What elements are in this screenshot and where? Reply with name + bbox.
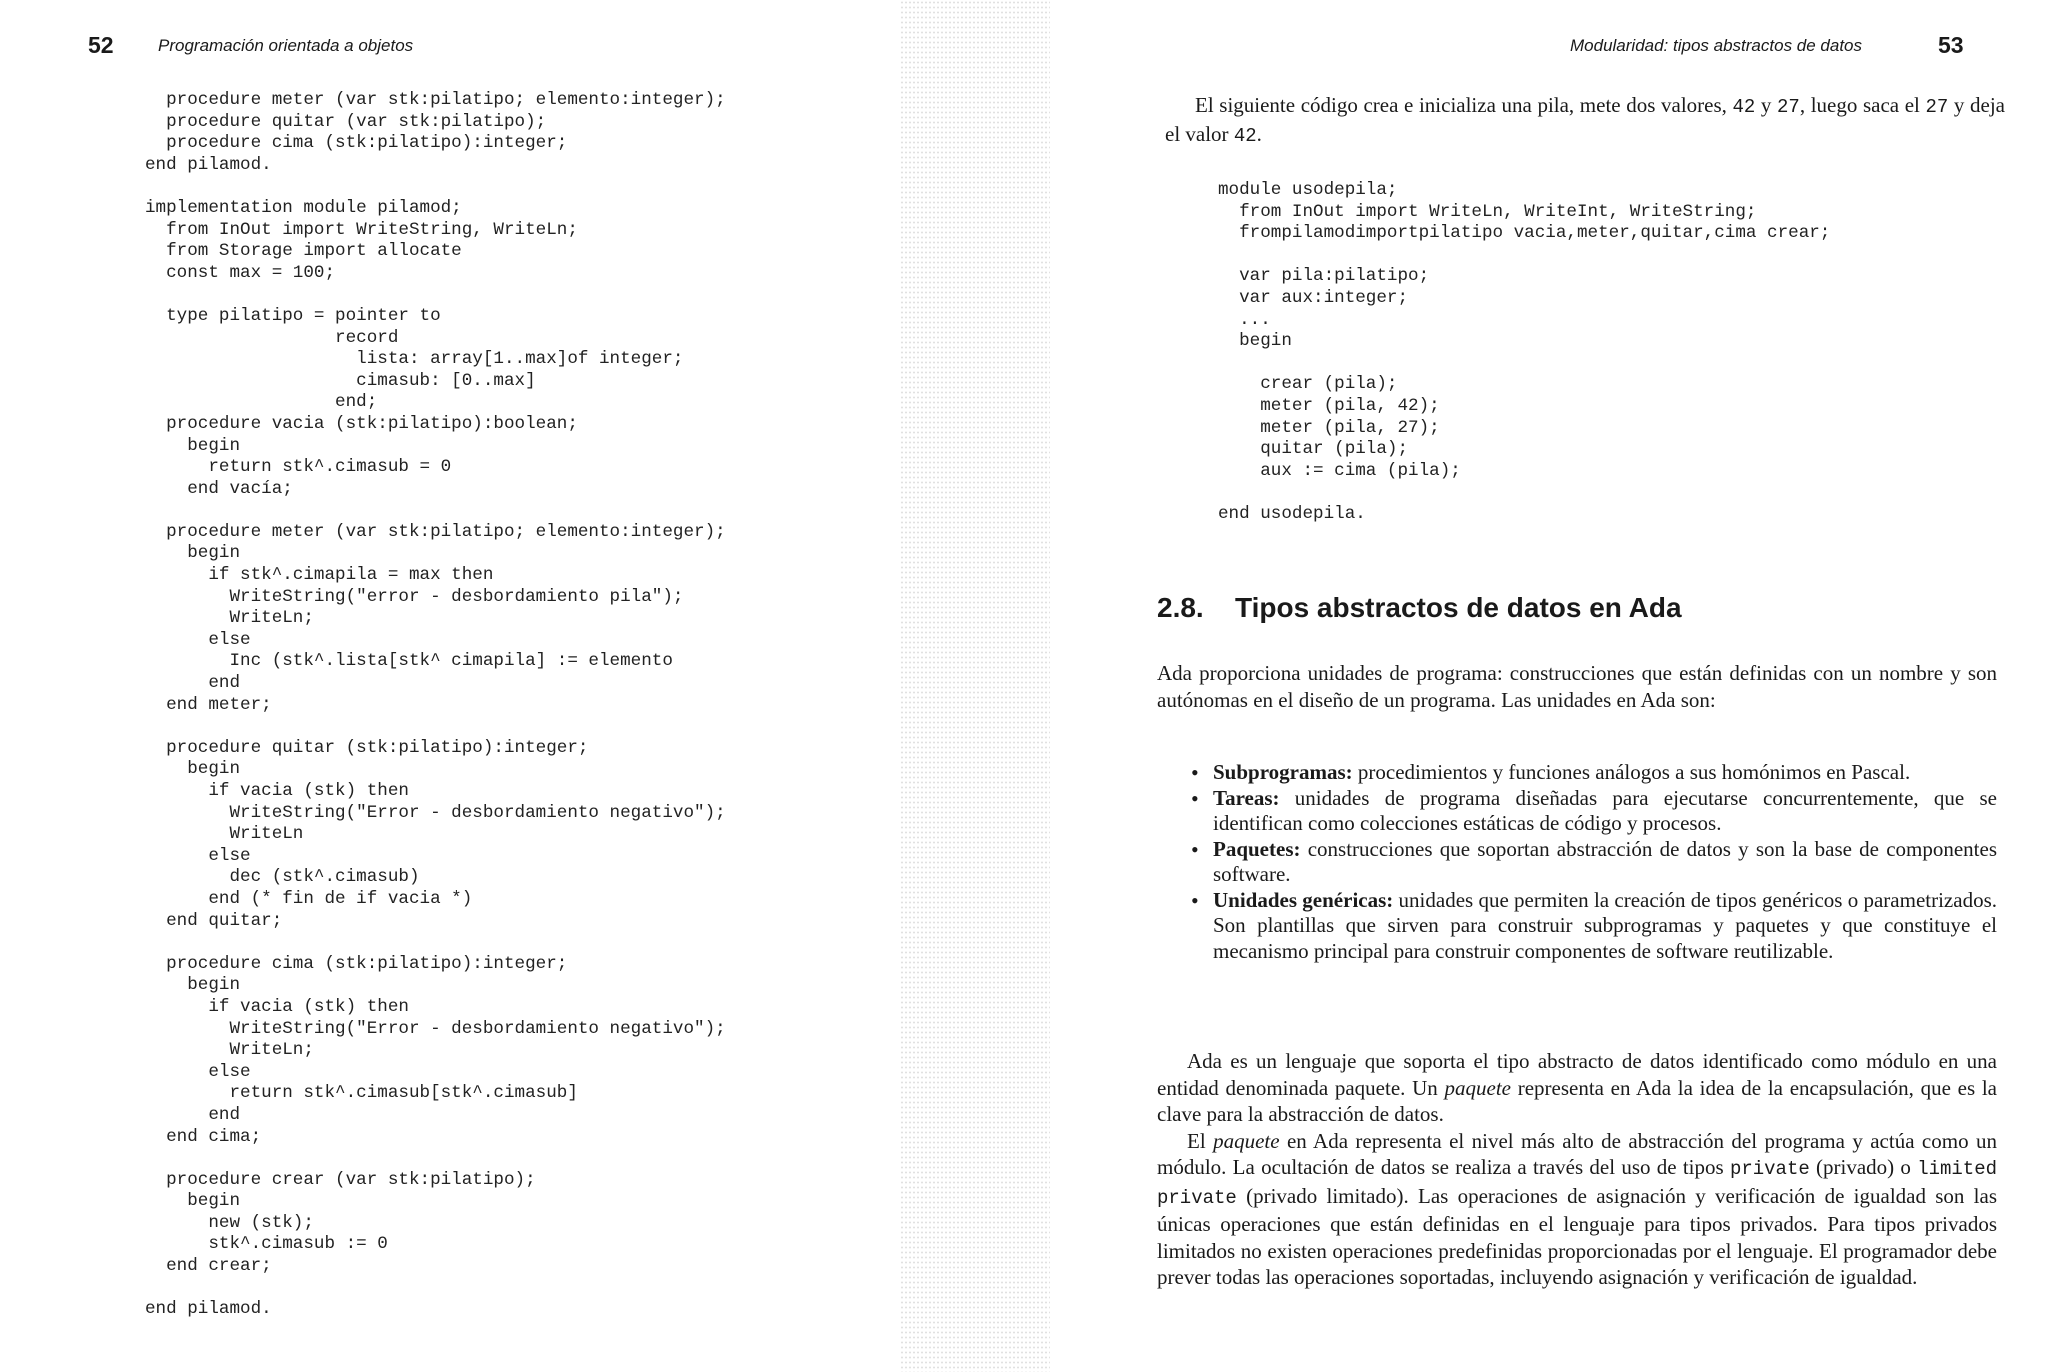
- code-line: begin: [145, 759, 241, 780]
- code-line: end: [145, 1104, 241, 1125]
- code-line: Inc (stk^.lista[stk^ cimapila] := elemento: [145, 651, 673, 672]
- section-number: 2.8.: [1157, 592, 1204, 623]
- code-line: WriteLn: [145, 824, 304, 845]
- list-item: [1185, 786, 1997, 837]
- code-line: procedure quitar (stk:pilatipo):integer;: [145, 737, 589, 758]
- code-line: WriteLn;: [145, 608, 314, 629]
- list-item-text: unidades que permiten la creación de tipos genéricos o parametrizados. Son plantillas que sirven para construir subprogramas y paquetes y que constituye el mecanismo principal para construir componentes de software reutilizable.: [1213, 887, 1997, 963]
- code-line: crear (pila);: [1218, 374, 1398, 395]
- code-line: cimasub: [0..max]: [145, 370, 536, 391]
- code-listing-pilamod: [145, 90, 726, 1321]
- running-head-right: Modularidad: tipos abstractos de datos: [1570, 36, 1863, 55]
- list-item: [1185, 760, 1997, 786]
- page-number-left: 52: [88, 32, 114, 58]
- code-line: begin: [145, 975, 241, 996]
- paragraph-paquete-ocultacion: El paquete en Ada representa el nivel más alto de abstracción del programa y actúa como un módulo. La ocultación de datos se realiza a través del uso de tipos private (privado) o limited private (privado limitado). Las operaciones de asignación y verificación de igualdad son las únicas operaciones que están definidas en el lenguaje para tipos privados. Para tipos privados limitados no existen operaciones predefinidas proporcionadas por el lenguaje. El programador debe prever todas las operaciones soportadas, incluyendo asignación y verificación de igualdad.: [1157, 1128, 1998, 1289]
- code-line: if stk^.cimapila = max then: [145, 565, 494, 586]
- code-line: end (* fin de if vacia *): [145, 888, 473, 909]
- section-heading: [1157, 592, 1682, 624]
- code-line: meter (pila, 27);: [1218, 417, 1440, 438]
- body-paragraphs: [1157, 1048, 1997, 1291]
- code-line: frompilamodimportpilatipo vacia,meter,quitar,cima crear;: [1218, 223, 1831, 244]
- code-line: end meter;: [145, 694, 272, 715]
- code-line: quitar (pila);: [1218, 439, 1409, 460]
- code-line: ...: [1218, 309, 1271, 330]
- left-page: [0, 0, 1010, 1372]
- code-line: procedure vacia (stk:pilatipo):boolean;: [145, 413, 578, 434]
- code-line: from Storage import allocate: [145, 241, 462, 262]
- code-line: [1218, 245, 1830, 267]
- list-item-text: construcciones que soportan abstracción de datos y son la base de componentes software.: [1213, 836, 1997, 886]
- list-item-term: Paquetes:: [1213, 836, 1301, 861]
- code-line: [145, 284, 726, 306]
- code-line: WriteString("Error - desbordamiento negativo");: [145, 802, 726, 823]
- list-item-text: procedimientos y funciones análogos a sus homónimos en Pascal.: [1352, 760, 1911, 784]
- right-page: [1040, 0, 2048, 1372]
- code-line: [1218, 482, 1830, 504]
- code-line: if vacia (stk) then: [145, 781, 409, 801]
- code-line: procedure meter (var stk:pilatipo; elemento:integer);: [145, 521, 726, 542]
- code-line: [145, 932, 726, 954]
- code-line: procedure quitar (var stk:pilatipo);: [145, 111, 547, 132]
- code-line: [1218, 353, 1830, 375]
- paragraph-paquete-intro: Ada es un lenguaje que soporta el tipo abstracto de datos identificado como módulo en una entidad denominada paquete. Un paquete representa en Ada la idea de la encapsulación, que es la clave para la abstracción de datos.: [1157, 1049, 1997, 1126]
- list-item-term: Subprogramas:: [1213, 760, 1353, 784]
- ada-units-paragraph: Ada proporciona unidades de programa: construcciones que están definidas con un nombre y son autónomas en el diseño de un programa. Las unidades en Ada son:: [1157, 661, 1997, 712]
- code-line: end;: [145, 392, 378, 413]
- code-line: if vacia (stk) then: [145, 996, 409, 1017]
- code-line: var aux:integer;: [1218, 287, 1409, 308]
- code-line: WriteLn;: [145, 1040, 314, 1061]
- code-line: begin: [145, 435, 241, 456]
- code-line: end pilamod.: [145, 154, 272, 175]
- code-line: stk^.cimasub := 0: [145, 1234, 388, 1255]
- list-item-text: unidades de programa diseñadas para ejecutarse concurrentemente, que se identifican como colecciones estáticas de código y procesos.: [1213, 785, 1997, 835]
- code-line: aux := cima (pila);: [1218, 460, 1461, 481]
- code-line: end usodepila.: [1218, 503, 1366, 524]
- code-line: end: [145, 673, 241, 694]
- intro-paragraph: El siguiente código crea e inicializa una pila, mete dos valores, 42 y 27, luego saca el 27 y deja el valor 42.: [1165, 93, 2005, 147]
- code-line: begin: [145, 1191, 241, 1212]
- code-line: module usodepila;: [1218, 180, 1398, 200]
- code-line: [145, 1148, 726, 1170]
- code-line: end cima;: [145, 1126, 262, 1147]
- code-line: procedure cima (stk:pilatipo):integer;: [145, 133, 568, 154]
- code-line: return stk^.cimasub[stk^.cimasub]: [145, 1083, 578, 1104]
- code-line: begin: [1218, 331, 1292, 352]
- page-number-right: 53: [1938, 32, 1964, 58]
- code-line: procedure cima (stk:pilatipo):integer;: [145, 953, 568, 974]
- code-line: else: [145, 629, 251, 650]
- code-line: procedure crear (var stk:pilatipo);: [145, 1169, 536, 1190]
- code-line: return stk^.cimasub = 0: [145, 457, 452, 478]
- code-line: end pilamod.: [145, 1299, 272, 1320]
- code-line: procedure meter (var stk:pilatipo; elemento:integer);: [145, 90, 726, 110]
- code-line: from InOut import WriteLn, WriteInt, WriteString;: [1218, 201, 1757, 222]
- code-line: [145, 1278, 726, 1300]
- code-line: else: [145, 1061, 251, 1082]
- code-line: [145, 500, 726, 522]
- code-line: [145, 716, 726, 738]
- code-line: end quitar;: [145, 910, 283, 931]
- running-head-left: Programación orientada a objetos: [158, 36, 414, 55]
- code-line: end crear;: [145, 1256, 272, 1277]
- code-line: record: [145, 327, 399, 348]
- code-line: else: [145, 845, 251, 866]
- code-line: meter (pila, 42);: [1218, 395, 1440, 416]
- code-line: WriteString("Error - desbordamiento negativo");: [145, 1018, 726, 1039]
- section-title: Tipos abstractos de datos en Ada: [1235, 592, 1682, 623]
- code-line: implementation module pilamod;: [145, 197, 462, 218]
- code-line: end vacía;: [145, 478, 293, 499]
- code-line: const max = 100;: [145, 262, 336, 283]
- code-line: type pilatipo = pointer to: [145, 305, 441, 326]
- code-listing-usodepila: [1218, 180, 1830, 526]
- code-line: begin: [145, 543, 241, 564]
- code-line: [145, 176, 726, 198]
- list-item-term: Unidades genéricas:: [1213, 887, 1394, 912]
- code-line: from InOut import WriteString, WriteLn;: [145, 219, 578, 240]
- code-line: WriteString("error - desbordamiento pila");: [145, 586, 684, 607]
- list-item-term: Tareas:: [1213, 785, 1280, 810]
- ada-units-list: [1185, 760, 1997, 964]
- code-line: lista: array[1..max]of integer;: [145, 349, 684, 370]
- code-line: dec (stk^.cimasub): [145, 867, 420, 888]
- code-line: var pila:pilatipo;: [1218, 266, 1430, 287]
- list-item: [1185, 888, 1997, 965]
- code-line: new (stk);: [145, 1212, 314, 1233]
- list-item: [1185, 837, 1997, 888]
